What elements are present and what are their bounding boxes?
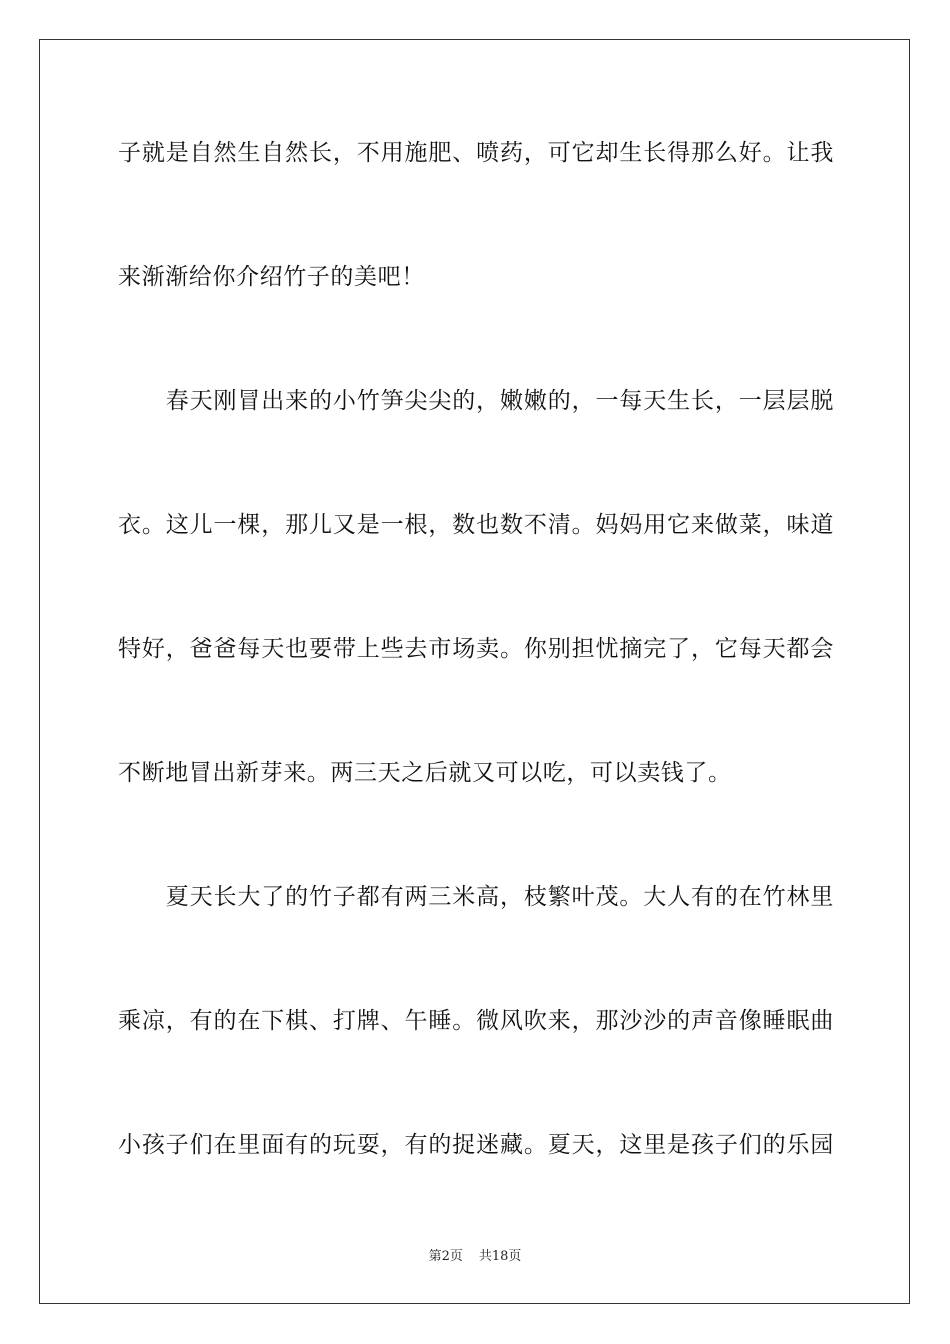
text-line: 子就是自然生自然长，不用施肥、喷药，可它却生长得那么好。让我 [118, 140, 834, 166]
page-total: 共18页 [478, 1249, 522, 1264]
page-number: 第2页 [428, 1249, 463, 1264]
text-line: 春天刚冒出来的小竹笋尖尖的，嫩嫩的，一每天生长，一层层脱 [118, 388, 834, 414]
page-border [39, 39, 910, 1304]
text-line: 小孩子们在里面有的玩耍，有的捉迷藏。夏天，这里是孩子们的乐园 [118, 1132, 834, 1158]
text-line: 衣。这儿一棵，那儿又是一根，数也数不清。妈妈用它来做菜，味道 [118, 512, 834, 538]
page-footer [0, 1248, 950, 1266]
text-line: 夏天长大了的竹子都有两三米高，枝繁叶茂。大人有的在竹林里 [118, 884, 834, 910]
text-line: 来渐渐给你介绍竹子的美吧！ [118, 264, 425, 290]
text-line: 不断地冒出新芽来。两三天之后就又可以吃，可以卖钱了。 [118, 760, 732, 786]
text-line: 乘凉，有的在下棋、打牌、午睡。微风吹来，那沙沙的声音像睡眠曲 [118, 1008, 834, 1034]
text-line: 特好，爸爸每天也要带上些去市场卖。你别担忧摘完了，它每天都会 [118, 636, 834, 662]
